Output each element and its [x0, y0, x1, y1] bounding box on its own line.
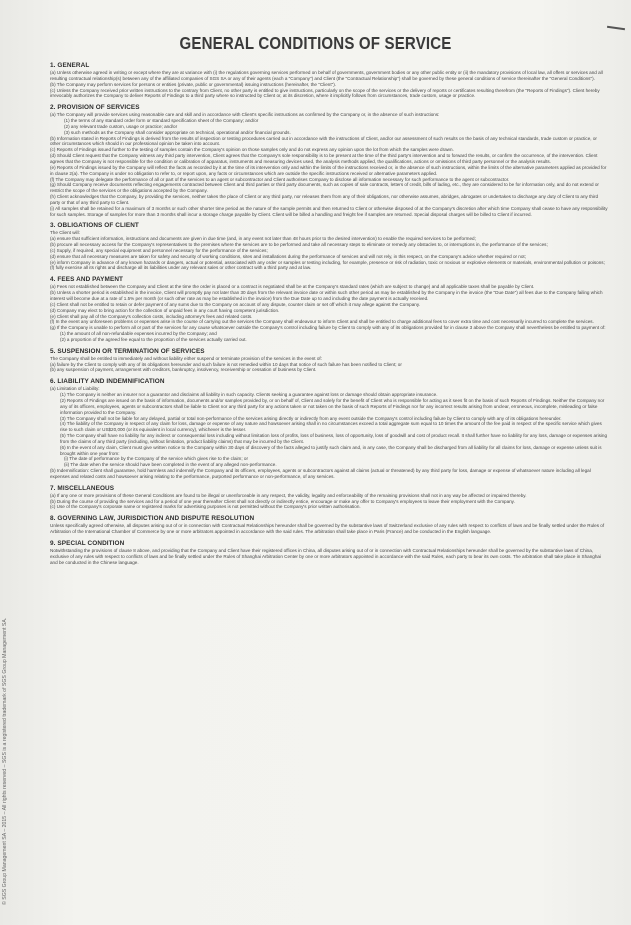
section-paragraph: (d) Should Client request that the Company witness any third party intervention, Client agrees that the Company's sole responsibility is to be present at the time of the third party's intervention and to forward the results, or confirm the occurrence, of the intervention. Client agrees that the Company is not responsible for the condition or calibration of apparatus, instruments and measuring devices used, the analysis methods applied, the qualifications, actions or omissions of third party personnel or the analysis results. — [50, 153, 598, 164]
section-paragraph: (a) The Company will provide services using reasonable care and skill and in accordance with Client's specific instructions as confirmed by the Company or, in the absence of such instructions: — [50, 112, 440, 118]
section-paragraph: (1) the terms of any standard order form or standard specification sheet of the Company; and/or — [64, 118, 259, 124]
section-paragraph: (a) Limitation of Liability: — [50, 386, 100, 392]
section-paragraph: (b) Information stated in Reports of Findings is derived from the results of inspection or testing procedures carried out in accordance with the instructions of Client, and/or our assessment of such results on the basis of any technical standards, trade custom or practice, or other circumstances which should in our professional opinion be taken into account. — [50, 135, 597, 147]
corner-mark — [607, 26, 625, 30]
section-paragraph: (b) The Company may perform services for persons or entities (private, public or governmental) issuing instructions (hereinafter, the "Client"). — [50, 81, 337, 87]
section-paragraph: (2) a proportion of the agreed fee equal to the proportion of the services actually carried out. — [60, 336, 247, 342]
section-paragraph: (1) the amount of all non-refundable expenses incurred by the Company; and — [60, 331, 217, 337]
section-heading: 4. FEES AND PAYMENT — [50, 276, 124, 284]
section-paragraph: (b) any suspension of payment, arrangement with creditors, bankruptcy, insolvency, receivership or cessation of business by Client. — [50, 367, 317, 373]
section-paragraph: Unless specifically agreed otherwise, all disputes arising out of or in connection with Contractual Relationships hereunder shall be governed by the substantive laws of Switzerland exclusive of any rules with respect to conflicts of laws and be finally settled under the Rules of Arbitration of the International Chamber of Commerce by one or more arbitrators appointed in accordance with the said rules. The arbitration shall take place in Paris (France) and be conducted in the English language. — [50, 523, 605, 535]
section-paragraph: (a) ensure that sufficient information, instructions and documents are given in due time (and, in any event not later than 48 hours prior to the desired intervention) to enable the required services to be performed; — [50, 236, 476, 242]
section-paragraph: (4) The liability of the Company in respect of any claim for loss, damage or expense of any nature and howsoever arising shall in no circumstances exceed a total aggregate sum equal to 10 times the amount of the fee paid in respect of the specific service which gives rise to such claim or US$20,000 (or its equivalent in local currency), whichever is the lesser. — [60, 421, 602, 433]
section-heading: 5. SUSPENSION OR TERMINATION OF SERVICES — [50, 347, 205, 355]
section-paragraph: (c) Use of the Company's corporate name or registered marks for advertising purposes is not permitted without the Company's prior written authorisation. — [50, 504, 361, 510]
section-paragraph: (b) During the course of providing the services and for a period of one year thereafter Client shall not directly or indirectly entice, encourage or make any offer to Company's employees to leave their employment with the Company. — [50, 498, 515, 504]
section-paragraph: The Client will: — [50, 230, 80, 236]
section-paragraph: (ii) The date when the service should have been completed in the event of any alleged non-performance. — [64, 462, 277, 468]
page-title: GENERAL CONDITIONS OF SERVICE — [179, 33, 452, 53]
section-paragraph: (a) failure by the Client to comply with any of its obligations hereunder and such failure is not remedied within 10 days that notice of such failure has been notified to Client; or — [50, 361, 402, 367]
section-paragraph: (f) In the event any unforeseen problems or expenses arise in the course of carrying out the services the Company shall endeavour to inform Client and shall be entitled to charge additional fees to cover extra time and cost necessarily incurred to complete the services. — [50, 319, 594, 325]
copyright-side-note: © SGS Group Management SA – 2015 – All rights reserved – SGS is a registered trademark of SGS Group Management SA. — [2, 617, 8, 905]
section-paragraph: Notwithstanding the provisions of clause 8 above, and providing that the Company and Client have their registered offices in China, all disputes arising out of or in connection with Contractual Relationships hereunder shall be governed by the substantive laws of China, exclusive of any rules with respect to conflicts of laws and be finally settled under the Rules of Shanghai Arbitration Center by one or more arbitrators appointed in accordance with the said Rules, each party to bear its own costs. The arbitration shall take place in Shanghai and be conducted in the Chinese language. — [50, 548, 601, 565]
section-paragraph: (g) Should Company receive documents reflecting engagements contracted between Client and third parties or third party documents, such as copies of sale contracts, letters of credit, bills of lading, etc., they are considered to be for information only, and do not extend or restrict the scope of the services or the obligations accepted by the Company. — [50, 182, 599, 194]
section-paragraph: (d) ensure that all necessary measures are taken for safety and security of working conditions, sites and installations during the performance of services and will not rely, in this respect, on the Company's advice whether required or not; — [50, 253, 526, 259]
section-paragraph: (2) any relevant trade custom, usage or practice; and/or — [64, 123, 178, 129]
section-paragraph: (c) Reports of Findings issued further to the testing of samples contain the Company's opinion on those samples only and do not express any opinion upon the lot from which the samples were drawn. — [50, 147, 454, 153]
section-paragraph: (3) The Company shall not be liable for any delayed, partial or total non-performance of the services arising directly or indirectly from any event outside the Company's control including failure by Client to comply with any of its obligations hereunder. — [60, 415, 562, 421]
section-paragraph: (c) Unless the Company received prior written instructions to the contrary from Client, no other party is entitled to give instructions, particularly on the scope of the services or the delivery of reports or certificates resulting therefrom (the "Reports of Findings"). Client hereby irrevocably authorizes the Company to deliver Reports of Findings to a third party where so instructed by Client or, at its discretion, where it implicitly follows from circumstances, trade custom, usage or practice. — [50, 87, 600, 99]
section-paragraph: (f) fully exercise all its rights and discharge all its liabilities under any relevant sales or other contract with a third party and at law. — [50, 265, 312, 271]
section-paragraph: (6) In the event of any claim, Client must give written notice to the Company within 30 days of discovery of the facts alleged to justify such claim and, in any case, the Company shall be discharged from all liability for all claims for loss, damage or expense unless suit is brought within one year from: — [60, 444, 602, 456]
section-heading: 1. GENERAL — [50, 62, 90, 69]
document-body — [50, 62, 608, 566]
section-paragraph: (a) Fees not established between the Company and Client at the time the order is placed or a contract is negotiated shall be at the Company's standard rates (which are subject to change) and all applicable taxes shall be payable by Client. — [50, 284, 535, 290]
section-paragraph: (f) The Company may delegate the performance of all or part of the services to an agent or subcontractor and Client authorises Company to disclose all information necessary for such performance to the agent or subcontractor. — [50, 176, 510, 182]
section-paragraph: (a) Unless otherwise agreed in writing or except where they are at variance with (i) the regulations governing services performed on behalf of governments, government bodies or any other public entity or (ii) the mandatory provisions of local law, all offers or services and all resulting contractual relationship(s) between any of the affiliated companies of SGS SA or any of their agents (each a "Company") and Client (the "Contractual Relationship") shall be governed by these general conditions of service thereinafter the "General Conditions"). — [50, 70, 603, 81]
section-paragraph: (g) If the Company is unable to perform all or part of the services for any cause whatsoever outside the Company's control including failure by Client to comply with any of its obligations provided for in clause 3 above the Company shall nevertheless be entitled to payment of: — [50, 325, 606, 331]
section-paragraph: (5) The Company shall have no liability for any indirect or consequential loss including without limitation loss of profits, loss of business, loss of opportunity, loss of goodwill and cost of product recall. It shall further have no liability for any loss, damage or expenses arising from the claims of any third party (including, without limitation, product liability claims) that may be incurred by the Client. — [60, 433, 608, 444]
section-paragraph: (1) The Company is neither an insurer nor a guarantor and disclaims all liability in such capacity. Clients seeking a guarantee against loss or damage should obtain appropriate insurance. — [60, 392, 438, 398]
section-heading: 9. SPECIAL CONDITION — [50, 540, 125, 547]
section-paragraph: (2) Reports of Findings are issued on the basis of information, documents and/or samples provided by, or on behalf of, Client and solely for the benefit of Client who is responsible for acting as it sees fit on the basis of such Reports of Findings. Neither the Company nor any of its officers, employees, agents or subcontractors shall be liable to Client nor any third party for any actions taken or not taken on the basis of such Reports of Findings nor for any incorrect results arising from unclear, erroneous, incomplete, misleading or false information provided to the Company. — [60, 397, 605, 415]
section-paragraph: The Company shall be entitled to immediately and without liability either suspend or terminate provision of the services in the event of: — [50, 355, 322, 361]
section-paragraph: (e) Reports of Findings issued by the Company will reflect the facts as recorded by it at the time of its intervention only and within the limits of the instructions received or, in the absence of such instructions, within the limits of the alternative parameters applied as provided for in clause 2(a). The Company is under no obligation to refer to, or report upon, any facts or circumstances which are outside the specific instructions received or alternative parameters applied. — [50, 164, 607, 176]
section-paragraph: (h) Client acknowledges that the Company, by providing the services, neither takes the place of Client or any third party, nor releases them from any of their obligations, nor otherwise assumes, abridges, abrogates or undertakes to discharge any duty of Client to any third party or that of any third party to Client. — [50, 194, 599, 205]
section-paragraph: (c) Supply, if required, any special equipment and personnel necessary for the performance of the services; — [50, 247, 268, 253]
section-paragraph: (i) The date of performance by the Company of the service which gives rise to the claim; or — [64, 456, 249, 462]
section-heading: 3. OBLIGATIONS OF CLIENT — [50, 222, 139, 230]
section-heading: 6. LIABILITY AND INDEMNIFICATION — [50, 378, 165, 386]
section-paragraph: (b) procure all necessary access for the Company's representatives to the premises where the services are to be performed and take all necessary steps to eliminate or remedy any obstacles to, or interruptions in, the performance of the services; — [50, 242, 548, 248]
section-paragraph: (e) Client shall pay all of the Company's collection costs, including attorney's fees and related costs. — [50, 313, 253, 319]
section-heading: 8. GOVERNING LAW, JURISDICTION AND DISPUTE RESOLUTION — [50, 515, 255, 523]
section-paragraph: (d) Company may elect to bring action for the collection of unpaid fees in any court having competent jurisdiction. — [50, 307, 280, 313]
section-paragraph: (a) If any one or more provisions of these General Conditions are found to be illegal or unenforceable in any respect, the validity, legality and enforceability of the remaining provisions shall not in any way be affected or impaired thereby. — [50, 492, 527, 498]
section-paragraph: (3) such methods as the Company shall consider appropriate on technical, operational and/or financial grounds. — [64, 129, 291, 135]
section-paragraph: (i) All samples shall be retained for a maximum of 3 months or such other shorter time period as the nature of the sample permits and then returned to Client or otherwise disposed of at the Company's discretion after which time Company shall cease to have any responsibility for such samples. Storage of samples for more than 3 months shall incur a storage charge payable by Client. Client will be billed a handling and freight fee if samples are returned. Special disposal charges will be billed to Client if incurred. — [50, 205, 608, 217]
section-heading: 7. MISCELLANEOUS — [50, 484, 115, 492]
section-paragraph: (e) inform Company in advance of any known hazards or dangers, actual or potential, associated with any order or samples or testing including, for example, presence or risk of radiation, toxic or noxious or explosive elements or materials, environmental pollution or poisons; — [50, 259, 605, 265]
section-paragraph: (b) Indemnification: Client shall guarantee, hold harmless and indemnify the Company and its officers, employees, agents or subcontractors against all claims (actual or threatened) by any third party for loss, damage or expense of whatsoever nature including all legal expenses and related costs and howsoever arising relating to the performance, purported performance or non-performance, of any services. — [50, 468, 591, 479]
section-paragraph: (c) Client shall not be entitled to retain or defer payment of any sums due to the Company on account of any dispute, counter claim or set off which it may allege against the Company. — [50, 301, 421, 307]
section-paragraph: (b) Unless a shorter period is established in the invoice, Client will promptly pay not later than 30 days from the relevant invoice date or within such other period as may be established by the Company in the invoice (the "Due Date") all fees due to the Company failing which interest will become due at a rate of 1.5% per month (or such other rate as may be established in the invoice) from the Due Date up to and including the date payment is actually received. — [50, 290, 603, 301]
section-heading: 2. PROVISION OF SERVICES — [50, 104, 140, 112]
